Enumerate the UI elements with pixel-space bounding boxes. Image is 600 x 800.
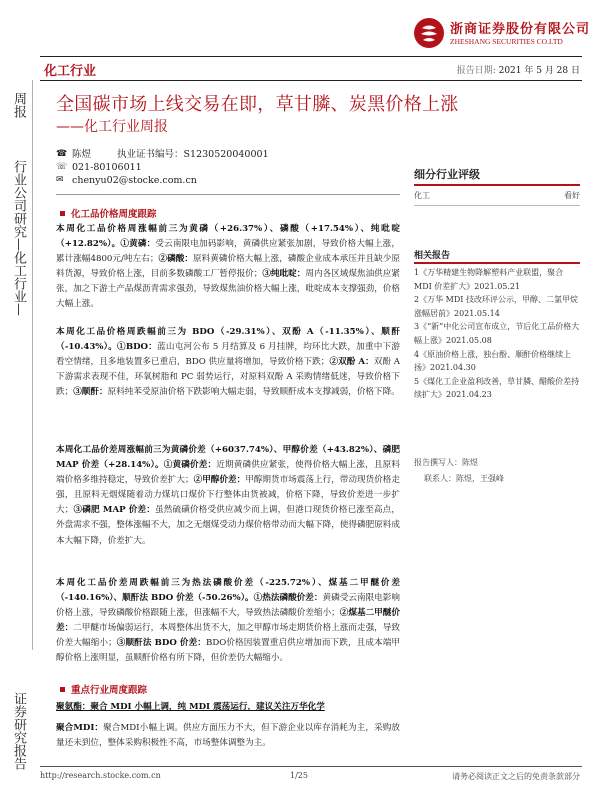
text-run: 双酚 A 下游需求表现不佳，环氧树脂和 PC 弱势运行，对原料双酚 A 采购情绪低迷，导致价格下跌； (56, 357, 400, 398)
footer-url-link[interactable]: http://research.stocke.com.cn (40, 771, 161, 780)
text-run: 本周化工品价差周跌幅前三为热法磷酸价差（-225.72%）、煤基二甲醚价差（-140.16%）、顺酐法 BDO 价差（-50.26%）。①热法磷酸价差： (56, 578, 400, 604)
text-run: ③顺酐： (73, 387, 108, 398)
contact-names: 陈煜，王强峰 (456, 474, 504, 483)
industry-label: 化工行业 (44, 64, 97, 79)
header-top-rule (40, 56, 582, 57)
rating-value: 看好 (564, 191, 580, 200)
text-run: BDO价格因装置重启供应增加而下跌，且成本端甲醇价格上涨明显，虽顺酐价格有所下降，但价差仍大幅缩小。 (56, 638, 400, 664)
text-run: 受云南限电加码影响，黄磷供应紧张加剧，导致价格大幅上涨，累计涨幅4800元/吨左右； (56, 239, 400, 265)
section-title-price: 化工品价格周度跟踪 (71, 209, 157, 220)
section-head-industry-tracking (60, 682, 147, 696)
text-run: ②双酚 A： (329, 357, 374, 368)
paragraph-price-down (56, 325, 400, 400)
authors-block (414, 455, 580, 487)
paragraph-polyurethane-head (56, 700, 400, 715)
text-run: ③纯吡啶： (262, 269, 306, 280)
rating-heading: 细分行业评级 (414, 168, 480, 181)
text-run: ③顺酐法 BDO 价差： (116, 638, 206, 649)
text-run: 甲醇期货市场震荡上行，带动现货价格走强，且原料无烟煤随着动力煤坑口煤价下行整体由货被减，价格下降，导致价差进一步扩大； (56, 475, 400, 516)
section-head-price-tracking (60, 206, 157, 220)
analyst-name: 陈煜 (72, 149, 92, 160)
writer-row (414, 455, 580, 471)
writer-label: 报告撰写人： (414, 458, 462, 467)
section-bullet-icon (60, 211, 65, 216)
text-run: ③磷肥 MAP 价差： (73, 505, 155, 516)
rating-row (414, 190, 580, 201)
side-label-category: 行业公司研究—化工行业— (11, 160, 26, 316)
cert-number: S1230520040001 (183, 149, 269, 160)
text-run: 原料黄磷价格大幅上涨，磷酸企业成本承压并且缺少原料货源，导致价格上涨，目前多数磷酸工厂暂停报价； (56, 254, 400, 280)
related-report-item[interactable]: 4《原油价格上涨，独台酚、顺酐价格继续上扬》2021.04.30 (414, 349, 572, 373)
company-name-en: ZHESHANG SECURITIES CO.LTD (450, 37, 563, 46)
cert-label: 执业证书编号： (117, 149, 184, 160)
related-report-item[interactable]: 1《万华精建生物降解塑料产业联盟，聚合 MDI 价差扩大》2021.05.21 (414, 268, 564, 291)
related-report-item[interactable]: 3《“新”中化公司宣布成立，节后化工品价格大幅上涨》2021.05.08 (414, 322, 580, 345)
text-run: ②煤基二甲醚价差： (56, 608, 400, 634)
writer-name: 陈煜 (462, 458, 478, 467)
company-name-cn: 浙商证券股份有限公司 (450, 22, 591, 37)
text-run: 聚合MDI小幅上调。供应方面压力不大，但下游企业以库存消耗为主，采购放量还未到位，整体采购积极性不高，市场整体调整为主。 (56, 723, 400, 749)
side-divider (32, 80, 33, 650)
contact-label: 联系人： (424, 474, 456, 483)
analyst-phone: 021-80106011 (72, 162, 142, 173)
text-run: 本周化工品价格周跌幅前三为 BDO（-29.31%）、双酚 A（-11.35%）、顺酐（-10.43%）。①BDO： (56, 327, 400, 353)
section-title-industry: 重点行业周度跟踪 (71, 685, 148, 696)
person-icon: ☎ (56, 149, 68, 159)
footer-disclaimer: 请务必阅读正文之后的免责条款部分 (452, 772, 580, 781)
analyst-email[interactable]: chenyu02@stocke.com.cn (72, 175, 197, 186)
paragraph-spread-down (56, 576, 400, 667)
contact-row (414, 471, 580, 487)
related-rule (414, 262, 580, 264)
text-run: 聚合MDI： (56, 723, 104, 733)
company-logo (414, 16, 591, 50)
logo-mark-icon (414, 18, 444, 48)
report-date (457, 63, 580, 76)
rating-sector: 化工 (414, 191, 430, 200)
report-title: 全国碳市场上线交易在即，草甘膦、炭黑价格上涨 (56, 94, 459, 115)
page-number: 1/25 (290, 771, 308, 780)
related-report-item[interactable]: 5《煤化工企业盈利改善，草甘膦、醋酸价差持续扩大》2021.04.23 (414, 376, 580, 400)
rating-rule (414, 184, 580, 186)
related-reports-list (414, 266, 580, 402)
report-subtitle: ——化工行业周报 (56, 119, 168, 135)
analyst-info (56, 148, 269, 187)
text-run: 聚氨酯：聚合 MDI 小幅上调，纯 MDI 震荡运行，建议关注万华化学 (56, 702, 325, 712)
section-bullet-icon (60, 687, 65, 692)
phone-icon: ☏ (56, 162, 68, 172)
paragraph-mdi (56, 721, 400, 751)
related-reports-heading: 相关报告 (414, 251, 451, 261)
analyst-separator (56, 194, 400, 195)
header-bottom-rule (40, 80, 582, 81)
related-report-item[interactable]: 2《万华 MDI 技改环评公示，甲醇、二氯甲烷涨幅居前》2021.05.14 (414, 295, 578, 318)
text-run: 近期黄磷供应紧张，使得价格大幅上涨，且原料端价格多维持稳定，导致价差扩大； (56, 460, 400, 486)
text-run: 二甲醚市场偏弱运行，本周整体出货不大，加之甲醇市场走期货价格上涨而走强，导致价差大幅缩小； (56, 623, 400, 649)
side-label-report-type: 证券研究报告 (11, 692, 26, 770)
text-run: ②磷酸： (158, 254, 193, 265)
text-run: ②甲醇价差： (193, 475, 246, 486)
text-run: 蓝山屯河公布 5 月结算及 6 月挂牌，均环比大跌，加重中下游看空情绪，且多地装置多已重启，BDO 供应量将增加，导致价格下跌； (56, 342, 400, 368)
text-run: 黄磷受云南限电影响价格上涨，导致磷酸价格跟随上涨，但涨幅不大，导致热法磷酸价差缩小； (56, 593, 400, 619)
paragraph-price-up (56, 222, 400, 313)
email-icon: ✉ (56, 175, 64, 185)
text-run: 原料纯苯受原油价格下跌影响大幅走弱，导致顺酐成本支撑减弱，价格下降。 (107, 387, 400, 398)
report-date-value: 2021 年 5 月 28 日 (498, 66, 580, 76)
text-run: 本周化工品价格周涨幅前三为黄磷（+26.37%）、磷酸（+17.54%）、纯吡啶（+12.82%）。①黄磷： (56, 224, 400, 250)
text-run: 虽然硫磺价格受供应减少而上调，但港口现货价格已涨至高点，外盘需求不强，整体涨幅不大，加之无烟煤受动力煤价格带动而大幅下降，使得磷肥原料成本大幅下降，价差扩大。 (56, 505, 400, 546)
text-run: 周内各区域煤焦油供应紧张，加之下游土产品煤沥青需求强劲，导致煤焦油价格大幅上涨，吡啶成本支撑强劲，价格大幅上涨。 (56, 269, 400, 310)
rating-bottom-rule (414, 205, 580, 206)
paragraph-spread-up (56, 443, 400, 549)
side-label-weekly: 周报 (11, 92, 26, 118)
report-date-label: 报告日期: (456, 66, 496, 76)
footer-rule (40, 766, 582, 767)
text-run: 本周化工品价差周涨幅前三为黄磷价差（+6037.74%）、甲醇价差（+43.82%）、磷肥 MAP 价差（+28.14%）。①黄磷价差： (56, 445, 400, 471)
